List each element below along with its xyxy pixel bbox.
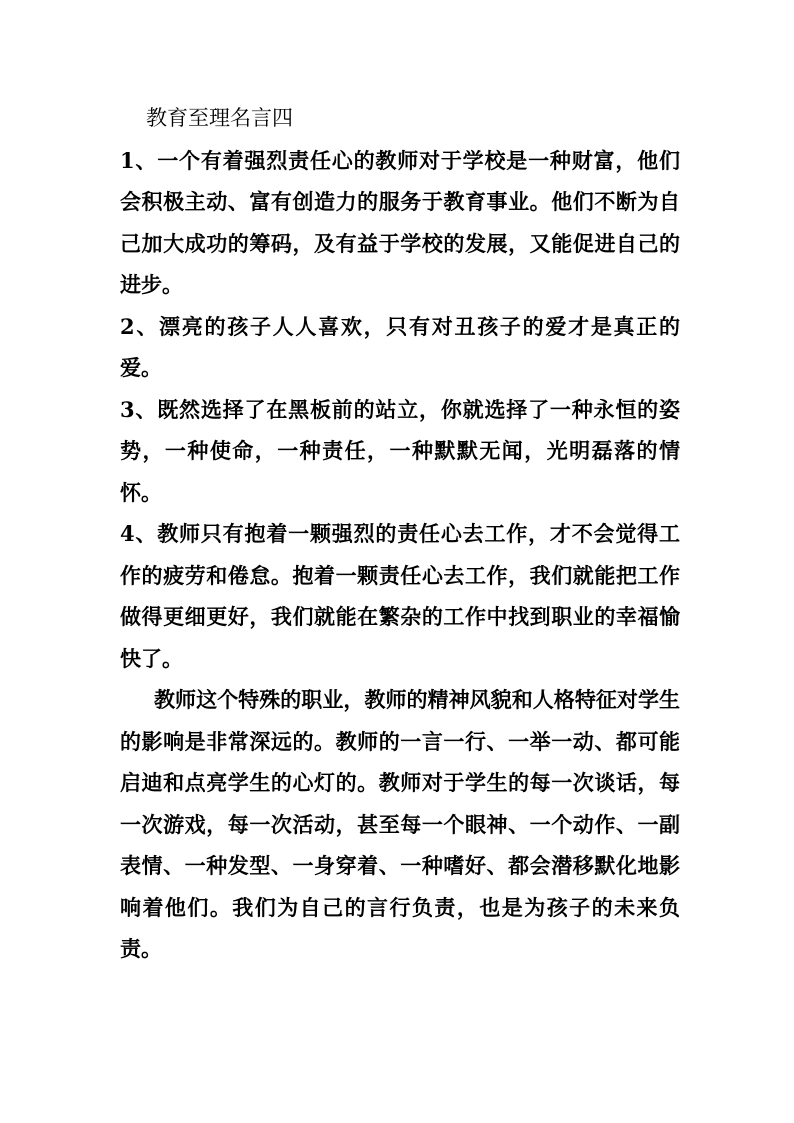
closing-paragraph: 教师这个特殊的职业，教师的精神风貌和人格特征对学生的影响是非常深远的。教师的一言一行、一举一动、都可能启迪和点亮学生的心灯的。教师对于学生的每一次谈话，每一次游戏，每一次活动，甚至每一个眼神、一个动作、一副表情、一种发型、一身穿着、一种嗜好、都会潜移默化地影响着他们。我们为自己的言行负责，也是为孩子的未来负责。 bbox=[120, 687, 680, 961]
quote-item-1: 1、一个有着强烈责任心的教师对于学校是一种财富，他们会积极主动、富有创造力的服务于教育事业。他们不断为自己加大成功的筹码，及有益于学校的发展，又能促进自己的进步。 bbox=[120, 147, 680, 297]
quote-item-3: 3、既然选择了在黑板前的站立，你就选择了一种永恒的姿势，一种使命，一种责任，一种默默无闻，光明磊落的情怀。 bbox=[120, 396, 680, 505]
document-body bbox=[120, 98, 680, 970]
quote-item-2: 2、漂亮的孩子人人喜欢，只有对丑孩子的爱才是真正的爱。 bbox=[120, 313, 680, 380]
document-title: 教育至理名言四 bbox=[146, 106, 293, 130]
quote-item-4: 4、教师只有抱着一颗强烈的责任心去工作，才不会觉得工作的疲劳和倦怠。抱着一颗责任心去工作，我们就能把工作做得更细更好，我们就能在繁杂的工作中找到职业的幸福愉快了。 bbox=[120, 521, 680, 671]
